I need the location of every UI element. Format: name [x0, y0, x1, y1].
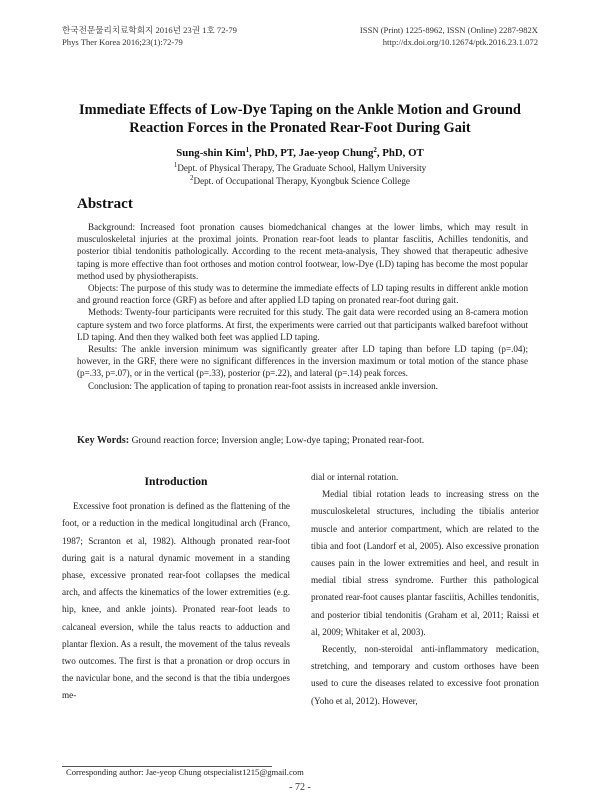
corresponding-author-note: Corresponding author: Jae-yeop Chung otspecialist1215@gmail.com	[66, 767, 304, 777]
abstract-results: Results: The ankle inversion minimum was significantly greater after LD taping than before LD taping (p=.04); however, in the GRF, there were no significant differences in the inversion maximum or total motion of the stance phase (p=.33, p=.07), or in the vertical (p=.33), posterior (p=.22), and lateral (p=.14) peak forces.	[77, 344, 528, 379]
author-2-name: Jae-yeop Chung	[298, 147, 374, 159]
keywords	[77, 435, 528, 446]
abstract-body	[77, 221, 528, 392]
affiliation-1	[40, 163, 560, 173]
author-1-credentials: , PhD, PT,	[249, 147, 299, 159]
intro-paragraph-2: Medial tibial rotation leads to increasing stress on the musculoskeletal structures, including the tibialis anterior muscle and anterior compartment, which are related to the tibia and foot (Landorf et al, 2005). Also excessive pronation causes pain in the lower extremities and heel, and result in medial tibial stress syndrome. Further this pathological pronated rear-foot causes plantar fasciitis, Achilles tendonitis, and posterior tibial tendonitis (Graham et al, 2011; Raissi et al, 2009; Whitaker et al, 2003).	[311, 489, 539, 637]
author-2-affil-mark: 2	[373, 146, 377, 154]
affiliation-1-mark: 1	[173, 161, 178, 169]
page-number: - 72 -	[289, 782, 311, 793]
author-1-affil-mark: 1	[245, 146, 250, 154]
issn-line: ISSN (Print) 1225-8962, ISSN (Online) 2287-982X	[359, 25, 538, 35]
running-header	[62, 24, 538, 48]
doi-link[interactable]: http://dx.doi.org/10.12674/ptk.2016.23.1.072	[382, 37, 538, 47]
keywords-text: Ground reaction force; Inversion angle; Low-dye taping; Pronated rear-foot.	[129, 435, 425, 446]
paper-title	[40, 101, 560, 137]
journal-korean-citation: 한국전문물리치료학회지 2016년 23권 1호 72-79	[62, 25, 237, 35]
affiliation-2-text: Dept. of Occupational Therapy, Kyongbuk Science College	[193, 176, 410, 186]
introduction-heading: Introduction	[144, 475, 208, 488]
author-2-credentials: , PhD, OT	[376, 147, 424, 159]
intro-paragraph-1: Excessive foot pronation is defined as the flattening of the foot, or a reduction in the medical longitudinal arch (Franco, 1987; Scranton et al, 1982). Although pronated rear-foot during gait is a natural dynamic movement in a standing phase, excessive pronated rear-foot collapses the medical arch, and affects the kinematics of the lower extremities (e.g. hip, knee, and ankle joints). Pronated rear-foot leads to calcaneal eversion, while the talus reacts to adduction and plantar flexion. As a result, the movement of the talus reveals two outcomes. The first is that a pronation or drop occurs in the navicular bone, and the second is that the tibia undergoes me-	[62, 501, 290, 701]
author-1-name: Sung-shin Kim	[176, 147, 246, 159]
abstract-objects: Objects: The purpose of this study was to determine the immediate effects of LD taping results in different ankle motion and ground reaction force (GRF) as before and after applied LD taping on pronated rear-foot during gait.	[77, 283, 528, 306]
abstract-methods: Methods: Twenty-four participants were recruited for this study. The gait data were recorded using an 8-camera motion capture system and two force platforms. At first, the experiments were carried out that participants walked barefoot without LD taping. And then they walked both feet was applied LD taping.	[77, 307, 528, 342]
abstract-conclusion: Conclusion: The application of taping to pronation rear-foot assists in increased ankle inversion.	[88, 380, 438, 391]
abstract-background: Background: Increased foot pronation causes biomedchanical changes at the lower limbs, which may result in musculoskeletal injuries at the proximal joints. Pronation rear-foot leads to plantar fasciitis, Achilles tendonitis, and posterior tibial tendonitis pathologically. According to the recent meta-analysis, They showed that therapeutic adhesive taping is more effective than foot orthoses and motion control footwear, low-Dye (LD) taping has become the most popular method used by physiotherapists.	[77, 222, 528, 281]
intro-paragraph-3: Recently, non-steroidal anti-inflammatory medication, stretching, and temporary and custom orthoses have been used to cure the diseases related to excessive foot pronation (Yoho et al, 2012). However,	[311, 644, 539, 706]
paper-title-line-1: Immediate Effects of Low-Dye Taping on the Ankle Motion and Ground	[79, 102, 521, 118]
left-column	[62, 473, 290, 705]
intro-paragraph-1-continued: dial or internal rotation.	[311, 472, 399, 482]
paper-title-line-2: Reaction Forces in the Pronated Rear-Foot During Gait	[129, 120, 471, 136]
affiliation-1-text: Dept. of Physical Therapy, The Graduate School, Hallym University	[177, 163, 427, 173]
author-list	[40, 147, 560, 159]
right-column	[311, 469, 539, 710]
affiliation-2-mark: 2	[190, 174, 194, 182]
journal-citation: Phys Ther Korea 2016;23(1):72-79	[62, 37, 183, 47]
affiliation-2	[40, 176, 560, 186]
keywords-label: Key Words:	[77, 435, 130, 446]
abstract-heading: Abstract	[77, 196, 133, 212]
